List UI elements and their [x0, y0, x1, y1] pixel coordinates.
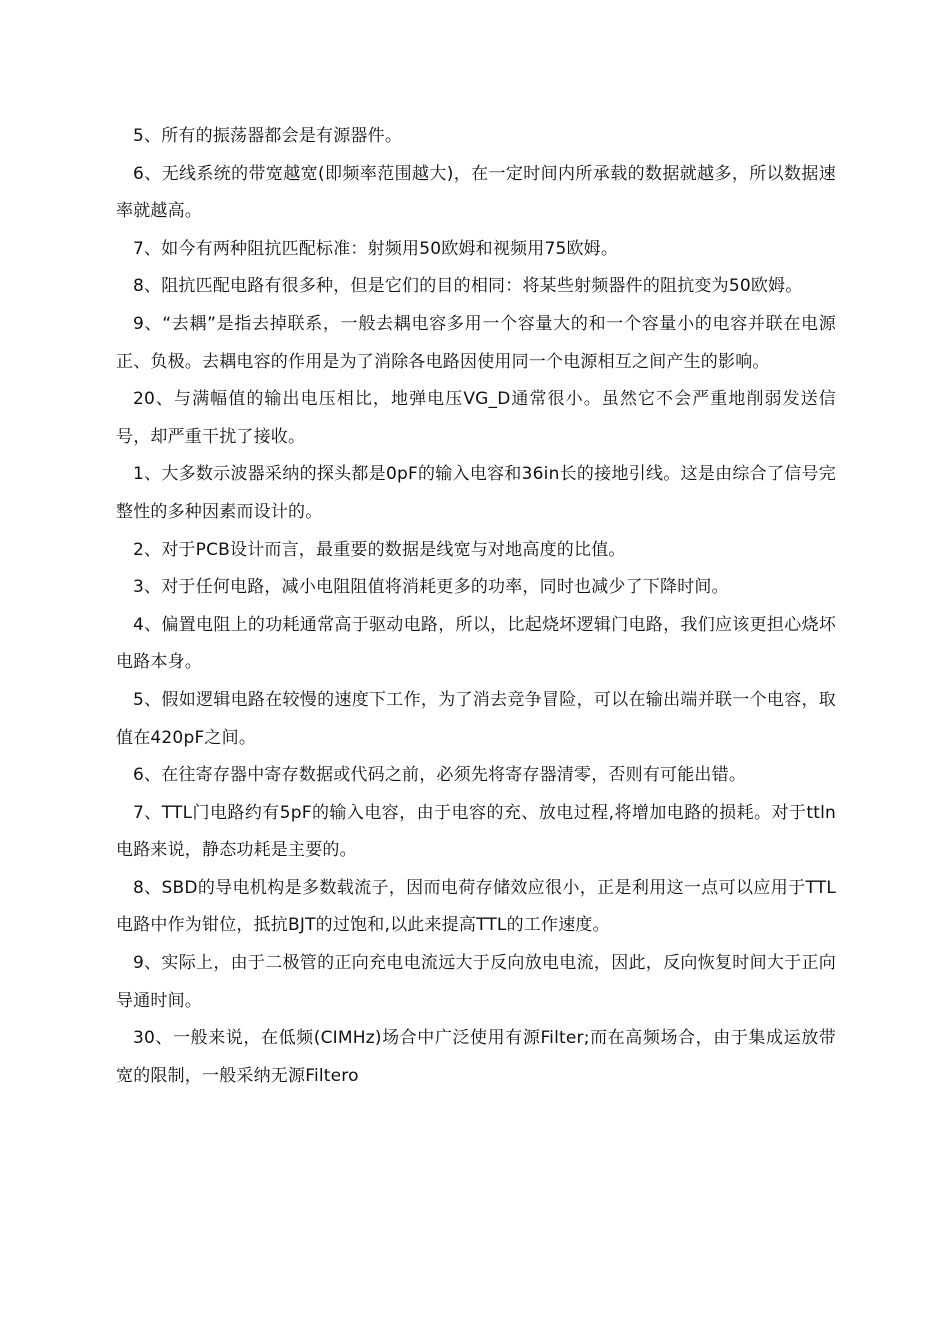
paragraph: 6、在往寄存器中寄存数据或代码之前，必须先将寄存器清零，否则有可能出错。 [133, 765, 747, 786]
paragraph: 8、SBD的导电机构是多数载流子，因而电荷存储效应很小，正是利用这一点可以应用于TTL电路中作为钳位，抵抗BJT的过饱和,以此来提高TTL的工作速度。 [116, 877, 836, 936]
document-body [116, 118, 836, 1095]
paragraph: 20、与满幅值的输出电压相比，地弹电压VG_D通常很小。虽然它不会严重地削弱发送信号，却严重干扰了接收。 [116, 389, 836, 447]
paragraph: 1、大多数示波器采纳的探头都是0pF的输入电容和36in长的接地引线。这是由综合了信号完整性的多种因素而设计的。 [116, 464, 836, 522]
paragraph: 9、“去耦”是指去掉联系，一般去耦电容多用一个容量大的和一个容量小的电容并联在电源正、负极。去耦电容的作用是为了消除各电路因使用同一个电源相互之间产生的影响。 [116, 313, 836, 372]
paragraph: 9、实际上，由于二极管的正向充电电流远大于反向放电电流，因此，反向恢复时间大于正向导通时间。 [116, 953, 836, 1011]
paragraph: 6、无线系统的带宽越宽(即频率范围越大)，在一定时间内所承载的数据就越多，所以数据速率就越高。 [116, 163, 836, 222]
paragraph: 8、阻抗匹配电路有很多种，但是它们的目的相同：将某些射频器件的阻抗变为50欧姆。 [133, 276, 803, 297]
paragraph: 5、假如逻辑电路在较慢的速度下工作，为了消去竞争冒险，可以在输出端并联一个电容，取值在420pF之间。 [116, 689, 836, 748]
paragraph: 2、对于PCB设计而言，最重要的数据是线宽与对地高度的比值。 [133, 539, 626, 560]
paragraph: 3、对于任何电路，减小电阻阻值将消耗更多的功率，同时也减少了下降时间。 [133, 577, 729, 598]
paragraph: 7、TTL门电路约有5pF的输入电容，由于电容的充、放电过程,将增加电路的损耗。对于ttln电路来说，静态功耗是主要的。 [116, 802, 836, 861]
paragraph: 7、如今有两种阻抗匹配标准：射频用50欧姆和视频用75欧姆。 [133, 238, 619, 259]
paragraph: 5、所有的振荡器都会是有源器件。 [133, 126, 403, 146]
paragraph: 30、一般来说，在低频(CIMHz)场合中广泛使用有源Filter;而在高频场合，由于集成运放带宽的限制，一般采纳无源Filtero [116, 1028, 836, 1086]
paragraph: 4、偏置电阻上的功耗通常高于驱动电路，所以，比起烧坏逻辑门电路，我们应该更担心烧坏电路本身。 [116, 614, 836, 673]
